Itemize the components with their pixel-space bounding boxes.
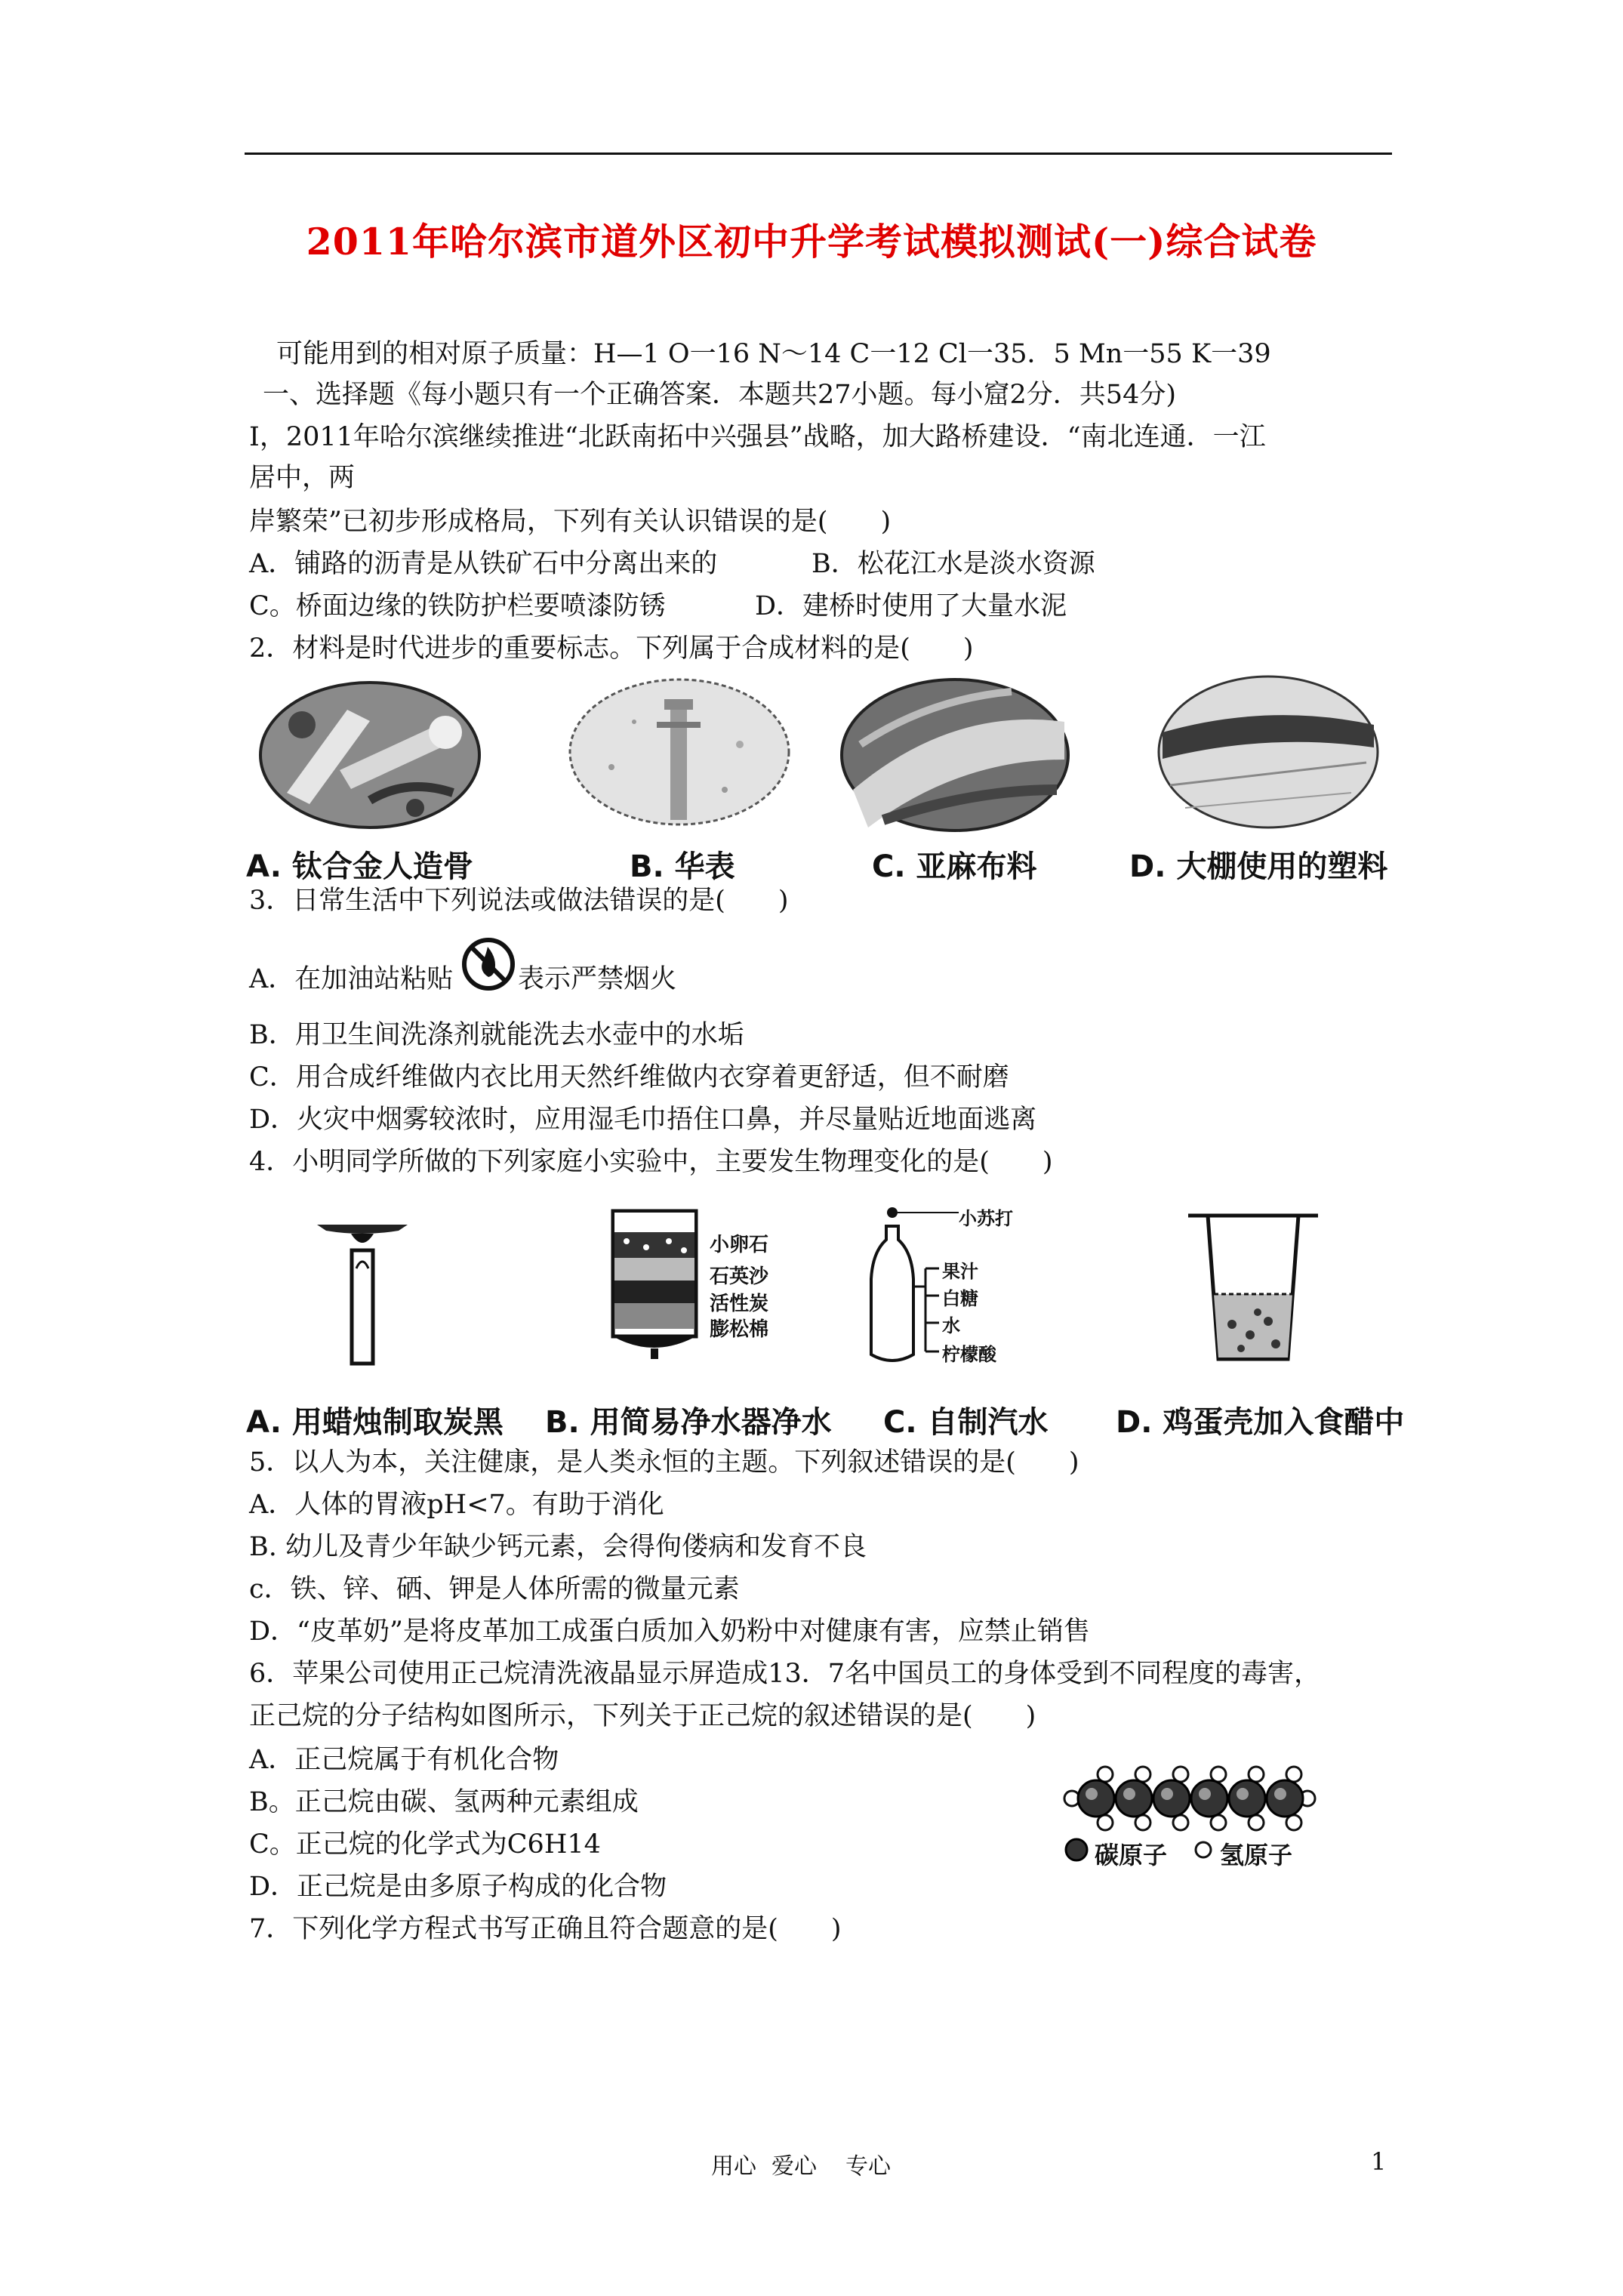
greenhouse-plastic-photo: [1155, 672, 1381, 831]
q4-stem: 4．小明同学所做的下列家庭小实验中，主要发生物理变化的是( ): [249, 1147, 1053, 1177]
legend-carbon: 碳原子: [1095, 1841, 1168, 1869]
q4-caption-a: A. 用蜡烛制取炭黑: [246, 1405, 504, 1440]
bottle-top-label: 小苏打: [959, 1208, 1013, 1229]
q2-caption-b: B. 华表: [630, 849, 735, 884]
filter-label-carbon: 活性炭: [710, 1293, 769, 1315]
q5-option-a: A．人体的胃液pH<7。有助于消化: [249, 1490, 664, 1520]
filter-label-pebbles: 小卵石: [710, 1234, 769, 1256]
q1-option-d: D．建桥时使用了大量水泥: [755, 591, 1067, 621]
q6-option-d: D．正己烷是由多原子构成的化合物: [249, 1872, 667, 1902]
footer-item-1: 用心: [711, 2153, 756, 2180]
footer-item-2: 爱心: [771, 2153, 817, 2180]
q5-option-b: B. 幼儿及青少年缺少钙元素，会得佝偻病和发育不良: [249, 1532, 867, 1562]
q6-option-a: A．正己烷属于有机化合物: [249, 1745, 559, 1775]
q2-caption-c: C. 亚麻布料: [872, 849, 1037, 884]
q1-option-b: B．松花江水是淡水资源: [812, 549, 1095, 579]
q4-caption-b: B. 用简易净水器净水: [545, 1405, 832, 1440]
legend-hydrogen: 氢原子: [1220, 1841, 1293, 1869]
q5-stem: 5．以人为本，关注健康，是人类永恒的主题。下列叙述错误的是( ): [249, 1447, 1079, 1478]
q6-stem-line2: 正己烷的分子结构如图所示，下列关于正己烷的叙述错误的是( ): [249, 1701, 1036, 1731]
page-number: 1: [1371, 2147, 1387, 2176]
q4-caption-c: C. 自制汽水: [883, 1405, 1049, 1440]
q3-option-a-prefix: A．在加油站粘贴: [249, 964, 454, 994]
q1-option-c: C。桥面边缘的铁防护栏要喷漆防锈: [249, 591, 666, 621]
q3-option-d: D．火灾中烟雾较浓时，应用湿毛巾捂住口鼻，并尽量贴近地面逃离: [249, 1105, 1037, 1135]
q3-option-b: B．用卫生间洗涤剂就能洗去水壶中的水垢: [249, 1020, 744, 1050]
q1-option-a: A．铺路的沥青是从铁矿石中分离出来的: [249, 549, 718, 579]
header-rule: [245, 153, 1392, 155]
q5-option-c: c．铁、锌、硒、钾是人体所需的微量元素: [249, 1574, 740, 1604]
q1-stem-line1: I，2011年哈尔滨继续推进“北跃南拓中兴强县”战略，加大路桥建设．“南北连通．一江: [249, 422, 1266, 452]
bottle-label-juice: 果汁: [942, 1261, 978, 1282]
q3-stem: 3．日常生活中下列说法或做法错误的是( ): [249, 886, 789, 916]
titanium-bone-photo: [257, 680, 483, 831]
filter-label-quartz: 石英沙: [710, 1265, 769, 1288]
q6-option-c: C。正己烷的化学式为C6H14: [249, 1829, 601, 1860]
water-filter-diagram: [608, 1208, 707, 1359]
linen-fabric-photo: [838, 676, 1072, 835]
q3-option-a-suffix: 表示严禁烟火: [518, 964, 677, 994]
page-title: 2011年哈尔滨市道外区初中升学考试模拟测试(一)综合试卷: [306, 220, 1317, 264]
filter-label-cotton: 膨松棉: [710, 1318, 769, 1341]
atomic-mass-line: 可能用到的相对原子质量：H—1 O一16 N～14 C一12 Cl一35．5 Mn一55 K一39: [276, 339, 1271, 369]
bottle-label-sugar: 白糖: [942, 1288, 978, 1309]
q7-stem: 7．下列化学方程式书写正确且符合题意的是( ): [249, 1914, 842, 1944]
huabiao-photo: [566, 676, 793, 827]
q5-option-d: D．“皮革奶”是将皮革加工成蛋白质加入奶粉中对健康有害，应禁止销售: [249, 1616, 1090, 1647]
candle-diagram: [310, 1216, 415, 1367]
q6-stem-line1: 6．苹果公司使用正己烷清洗液晶显示屏造成13．7名中国员工的身体受到不同程度的毒害，: [249, 1659, 1321, 1689]
no-fire-icon: [460, 936, 516, 992]
q4-caption-d: D. 鸡蛋壳加入食醋中: [1116, 1405, 1405, 1440]
q2-caption-a: A. 钛合金人造骨: [246, 849, 473, 884]
vinegar-beaker-diagram: [1185, 1211, 1321, 1370]
q1-stem-line2: 居中，两: [249, 463, 356, 493]
section-heading: 一、选择题《每小题只有一个正确答案．本题共27小题。每小窟2分．共54分): [263, 380, 1176, 410]
footer-item-3: 专心: [845, 2153, 891, 2180]
q1-stem-line3: 岸繁荣”已初步形成格局，下列有关认识错误的是( ): [249, 507, 892, 537]
q3-option-c: C．用合成纤维做内衣比用天然纤维做内衣穿着更舒适，但不耐磨: [249, 1062, 1009, 1093]
bottle-label-citric: 柠檬酸: [942, 1344, 996, 1365]
q2-caption-d: D. 大棚使用的塑料: [1129, 849, 1388, 884]
q2-stem: 2．材料是时代进步的重要标志。下列属于合成材料的是( ): [249, 633, 974, 664]
q6-option-b: B。正己烷由碳、氢两种元素组成: [249, 1787, 639, 1817]
bottle-label-water: 水: [942, 1315, 960, 1336]
